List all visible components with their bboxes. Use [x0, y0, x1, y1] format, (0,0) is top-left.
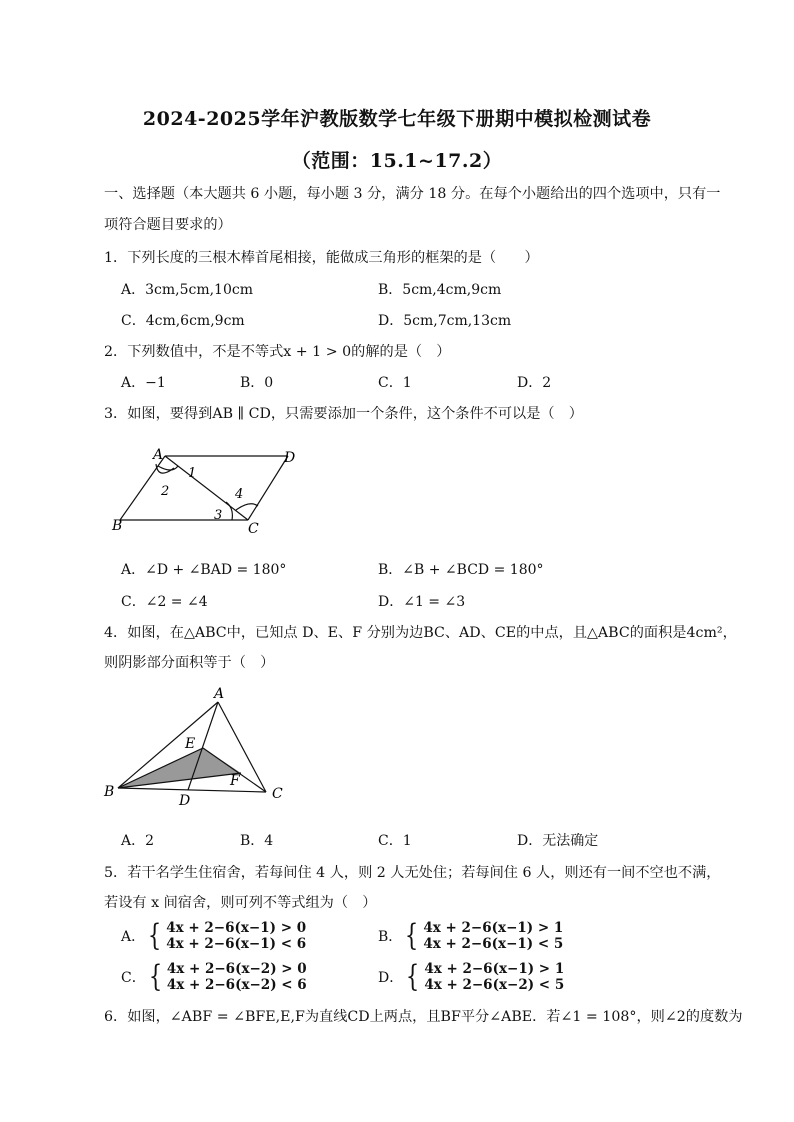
q4-label-B: B	[104, 784, 115, 800]
q2-option-a: A．−1	[121, 375, 166, 391]
q1-option-a: A．3cm,5cm,10cm	[121, 282, 253, 298]
q5-option-c-label: C．	[121, 970, 146, 986]
q3-figure-parallelogram	[108, 440, 308, 540]
q5-option-d-label: D．	[378, 970, 404, 986]
q3-label-C: C	[248, 521, 259, 537]
q3-label-A: A	[153, 447, 164, 463]
q3-angle-4: 4	[235, 487, 244, 502]
left-brace-icon: {	[405, 918, 419, 953]
q5-c-ineq1: 4x + 2−6(x−2) > 0	[166, 961, 307, 977]
q5-b-ineq2: 4x + 2−6(x−1) < 5	[423, 936, 564, 952]
q4-label-F: F	[230, 773, 240, 789]
q3-option-d: D．∠1 = ∠3	[378, 594, 466, 610]
q5-b-ineq1: 4x + 2−6(x−1) > 1	[423, 920, 564, 936]
q3-angle-3: 3	[214, 508, 223, 523]
exam-subtitle: （范围：15.1~17.2）	[291, 150, 503, 172]
q5-option-d	[378, 961, 564, 993]
q3-label-D: D	[284, 450, 296, 466]
q1-option-b: B．5cm,4cm,9cm	[378, 282, 502, 298]
q4-label-C: C	[272, 786, 283, 802]
section-heading-line2: 项符合题目要求的）	[104, 217, 232, 233]
q3-stem: 3．如图，要得到AB ∥ CD，只需要添加一个条件，这个条件不可以是（ ）	[104, 406, 583, 422]
q2-option-c: C．1	[378, 375, 412, 391]
q4-stem-line1: 4．如图，在△ABC中，已知点 D、E、F 分别为边BC、AD、CE的中点，且△ABC的面积是4cm²，	[104, 625, 737, 641]
q4-label-A: A	[214, 686, 225, 702]
q4-option-a: A．2	[121, 833, 155, 849]
q3-option-c: C．∠2 = ∠4	[121, 594, 208, 610]
q5-a-ineq1: 4x + 2−6(x−1) > 0	[166, 920, 307, 936]
q5-c-ineq2: 4x + 2−6(x−2) < 6	[166, 977, 307, 993]
q5-option-b	[378, 920, 563, 952]
q2-option-d: D．2	[517, 375, 552, 391]
q1-stem: 1．下列长度的三根木棒首尾相接，能做成三角形的框架的是（ ）	[104, 250, 539, 266]
q5-option-a-label: A．	[121, 929, 146, 945]
q6-stem: 6．如图，∠ABF = ∠BFE,E,F为直线CD上两点，且BF平分∠ABE．若∠1 = 108°，则∠2的度数为	[104, 1009, 743, 1025]
left-brace-icon: {	[147, 918, 162, 953]
q5-stem-line1: 5．若干名学生住宿舍，若每间住 4 人，则 2 人无处住；若每间住 6 人，则还有一间不空也不满，	[104, 865, 721, 881]
q2-option-b: B．0	[240, 375, 274, 391]
q4-figure-triangle	[100, 684, 300, 810]
q4-stem-line2: 则阴影部分面积等于（ ）	[104, 655, 275, 671]
q5-stem-line2: 若设有 x 间宿舍，则可列不等式组为（ ）	[104, 895, 377, 911]
q5-a-ineq2: 4x + 2−6(x−1) < 6	[166, 936, 307, 952]
q4-label-D: D	[179, 793, 191, 809]
q5-d-ineq2: 4x + 2−6(x−2) < 5	[424, 977, 565, 993]
section-heading-line1: 一、选择题（本大题共 6 小题，每小题 3 分，满分 18 分。在每个小题给出的四个选项中，只有一	[104, 186, 721, 202]
q3-option-b: B．∠B + ∠BCD = 180°	[378, 562, 544, 578]
q5-d-ineq1: 4x + 2−6(x−1) > 1	[424, 961, 565, 977]
q4-option-d: D．无法确定	[517, 833, 599, 849]
q4-label-E: E	[185, 736, 196, 752]
q5-option-a	[121, 920, 306, 952]
q3-angle-1: 1	[188, 466, 197, 481]
q3-angle-2: 2	[161, 484, 170, 499]
left-brace-icon: {	[148, 959, 162, 994]
left-brace-icon: {	[406, 959, 420, 994]
exam-title: 2024-2025学年沪教版数学七年级下册期中模拟检测试卷	[142, 108, 652, 130]
q5-option-c	[121, 961, 307, 993]
q1-option-d: D．5cm,7cm,13cm	[378, 313, 512, 329]
q3-option-a: A．∠D + ∠BAD = 180°	[121, 562, 287, 578]
q4-option-c: C．1	[378, 833, 412, 849]
q3-label-B: B	[112, 518, 123, 534]
q1-option-c: C．4cm,6cm,9cm	[121, 313, 245, 329]
q5-option-b-label: B．	[378, 929, 403, 945]
q2-stem: 2．下列数值中，不是不等式x + 1 > 0的解的是（ ）	[104, 344, 451, 360]
q4-option-b: B．4	[240, 833, 274, 849]
